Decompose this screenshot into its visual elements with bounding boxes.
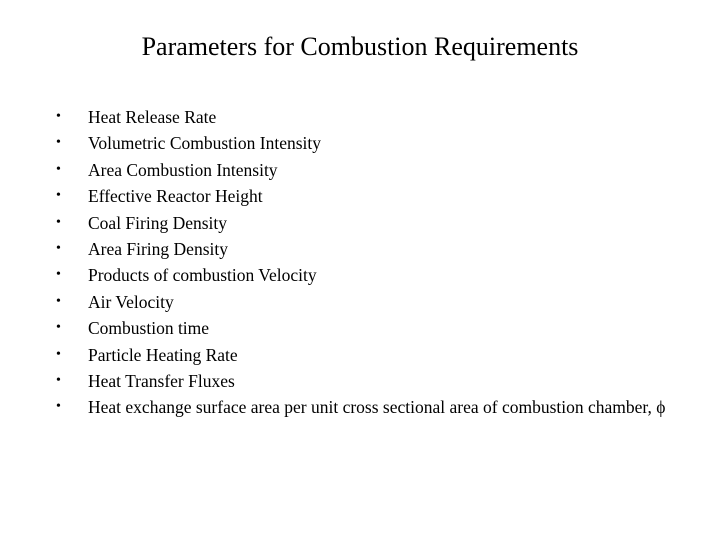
list-item-text: Area Combustion Intensity: [88, 159, 278, 180]
bullet-icon: •: [56, 109, 61, 124]
bullet-icon: •: [56, 399, 61, 415]
bullet-icon: •: [56, 373, 61, 389]
bullet-icon: •: [56, 241, 61, 257]
bullet-icon: •: [56, 346, 61, 362]
list-item: [52, 342, 672, 368]
bullet-icon: •: [56, 267, 61, 283]
list-item-text: Volumetric Combustion Intensity: [88, 133, 322, 154]
bullet-icon: •: [56, 135, 61, 151]
list-item-text: Combustion time: [88, 318, 210, 339]
bullet-icon: •: [56, 293, 61, 309]
list-item: [52, 315, 672, 341]
list-item: [52, 104, 672, 130]
list-item: [52, 157, 672, 183]
list-item: [52, 210, 672, 236]
list-item: [52, 130, 672, 156]
bullet-icon: •: [56, 214, 61, 230]
list-item-text: Effective Reactor Height: [88, 186, 263, 207]
list-item: [52, 183, 672, 209]
bullet-icon: •: [56, 320, 61, 336]
list-item: [52, 236, 672, 262]
list-item-text: Coal Firing Density: [88, 212, 228, 233]
list-item-text: Area Firing Density: [88, 239, 228, 260]
list-item-text: Air Velocity: [88, 291, 174, 312]
bullet-icon: •: [56, 188, 61, 204]
list-item: [52, 262, 672, 288]
list-item-text: Heat Release Rate: [88, 107, 217, 127]
list-item: [52, 368, 672, 394]
slide-title: Parameters for Combustion Requirements: [141, 32, 579, 61]
list-item-text: Particle Heating Rate: [88, 344, 238, 365]
list-item-text: Heat exchange surface area per unit cross sectional area of combustion chamber, ϕ: [88, 397, 666, 418]
list-item: [52, 394, 672, 420]
list-item: [52, 289, 672, 315]
list-item-text: Heat Transfer Fluxes: [88, 371, 235, 392]
parameter-list: [52, 104, 672, 421]
list-item-text: Products of combustion Velocity: [88, 265, 317, 286]
bullet-icon: •: [56, 161, 61, 177]
